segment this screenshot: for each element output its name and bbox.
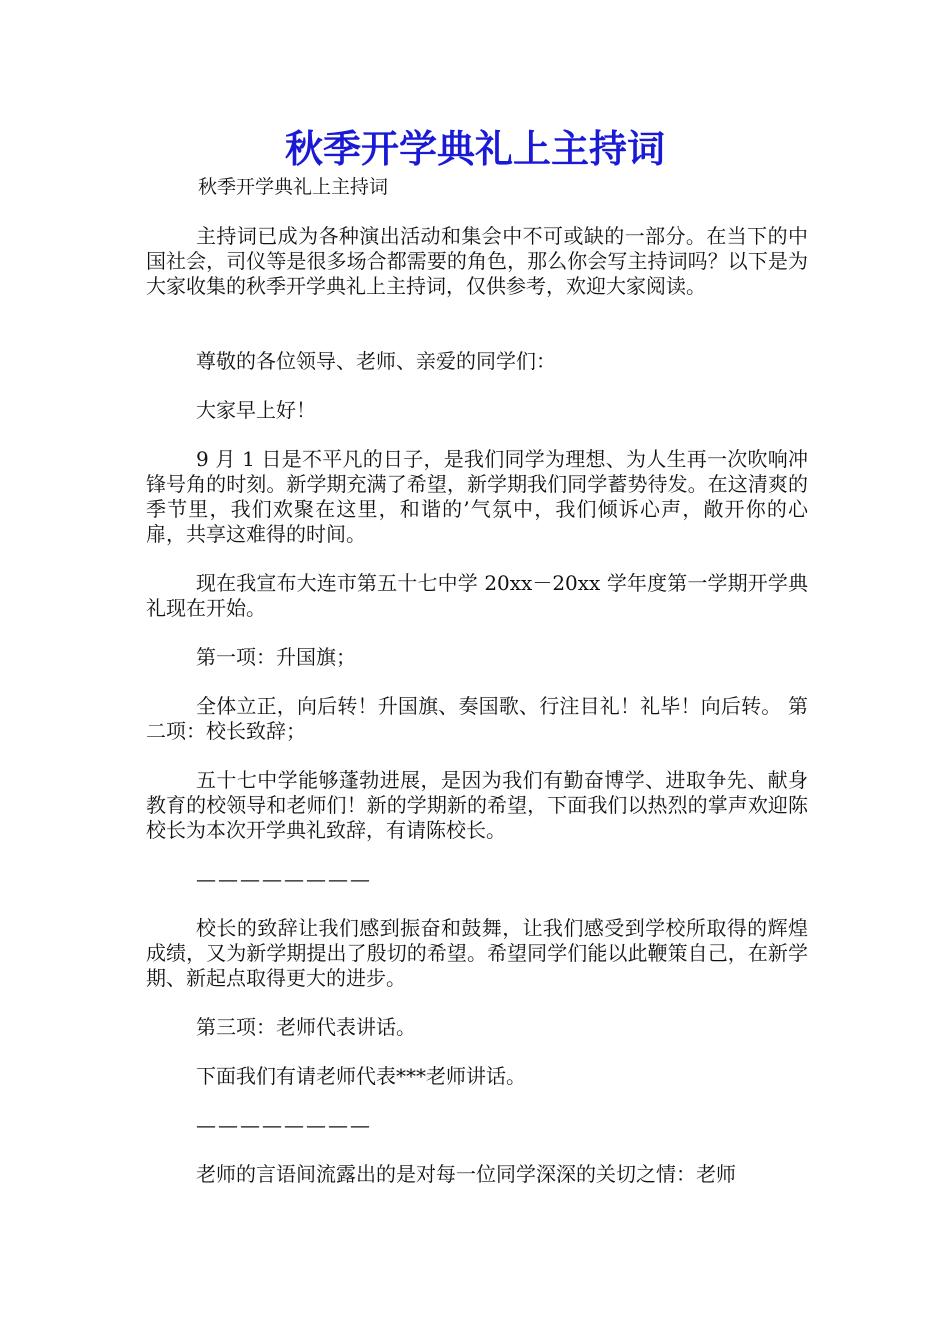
document-title: 秋季开学典礼上主持词 bbox=[284, 126, 665, 171]
document-body bbox=[146, 224, 808, 1187]
document-subtitle: 秋季开学典礼上主持词 bbox=[198, 176, 389, 198]
separator-dashes: ———————— bbox=[196, 867, 372, 891]
paragraph-item-three: 第三项：老师代表讲话。 bbox=[196, 1015, 416, 1039]
paragraph-opening-remarks: 9 月 1 日是不平凡的日子，是我们同学为理想、为人生再一次吹响冲锋号角的时刻。新学期充满了希望，新学期我们同学蓄势待发。在这清爽的季节里，我们欢聚在这里，和谐的’气氛中，我们倾诉心声，敞开你的心扉，共享这难得的时间。 bbox=[146, 447, 808, 546]
paragraph-principal-thanks: 校长的致辞让我们感到振奋和鼓舞，让我们感受到学校所取得的辉煌成绩，又为新学期提出了殷切的希望。希望同学们能以此鞭策自己，在新学期、新起点取得更大的进步。 bbox=[146, 916, 808, 990]
paragraph-intro: 主持词已成为各种演出活动和集会中不可或缺的一部分。在当下的中国社会，司仪等是很多场合都需要的角色，那么你会写主持词吗？以下是为大家收集的秋季开学典礼上主持词，仅供参考，欢迎大家阅读。 bbox=[146, 224, 808, 298]
paragraph-good-morning: 大家早上好！ bbox=[196, 398, 316, 422]
paragraph-greeting-audience: 尊敬的各位领导、老师、亲爱的同学们： bbox=[196, 349, 556, 373]
paragraph-announcement: 现在我宣布大连市第五十七中学 20xx－20xx 学年度第一学期开学典礼现在开始。 bbox=[146, 571, 808, 620]
paragraph-item-one: 第一项：升国旗； bbox=[196, 645, 356, 669]
paragraph-principal-intro: 五十七中学能够蓬勃进展，是因为我们有勤奋博学、进取争先、献身教育的校领导和老师们！新的学期新的希望，下面我们以热烈的掌声欢迎陈校长为本次开学典礼致辞，有请陈校长。 bbox=[146, 768, 808, 842]
paragraph-teacher-invite: 下面我们有请老师代表***老师讲话。 bbox=[196, 1064, 526, 1088]
paragraph-teacher-thanks: 老师的言语间流露出的是对每一位同学深深的关切之情：老师 bbox=[196, 1162, 736, 1186]
separator-dashes: ———————— bbox=[196, 1113, 372, 1137]
paragraph-flag-ceremony: 全体立正，向后转！升国旗、奏国歌、行注目礼！礼毕！向后转。 第二项：校长致辞； bbox=[146, 694, 808, 743]
